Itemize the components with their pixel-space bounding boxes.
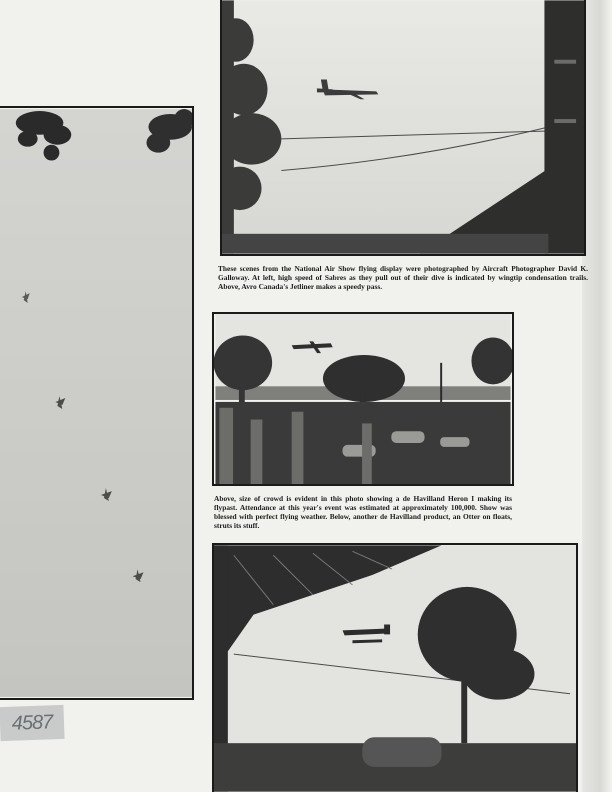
jetliner-photo (220, 0, 586, 256)
sabres-photo (0, 106, 194, 700)
sabres-photo-image (0, 108, 192, 698)
otter-photo-image (214, 545, 576, 792)
tree-left (214, 335, 272, 411)
heron-crowd-photo (212, 312, 514, 486)
parked-car (362, 737, 441, 767)
caption-middle: Above, size of crowd is evident in this photo showing a de Havilland Heron I making its flypast. Attendance at this year's event was estimated at approximately 100,000. Show was blessed with perfect flying weather. Below, another de Havilland product, an Otter on floats, struts its stuff. (214, 494, 512, 530)
jetliner-photo-image (222, 0, 584, 254)
crowd-strip (222, 234, 548, 254)
page-binding-edge (582, 0, 612, 792)
catalog-stamp: 4587 (0, 705, 65, 741)
otter-photo (212, 543, 578, 792)
heron-crowd-photo-image (214, 314, 512, 484)
caption-top: These scenes from the National Air Show flying display were photographed by Aircraft Photographer David K. Galloway. At left, high speed of Sabres as they pull out of their dive is indicated by wingtip condensation trails. Above, Avro Canada's Jetliner makes a speedy pass. (218, 264, 588, 291)
